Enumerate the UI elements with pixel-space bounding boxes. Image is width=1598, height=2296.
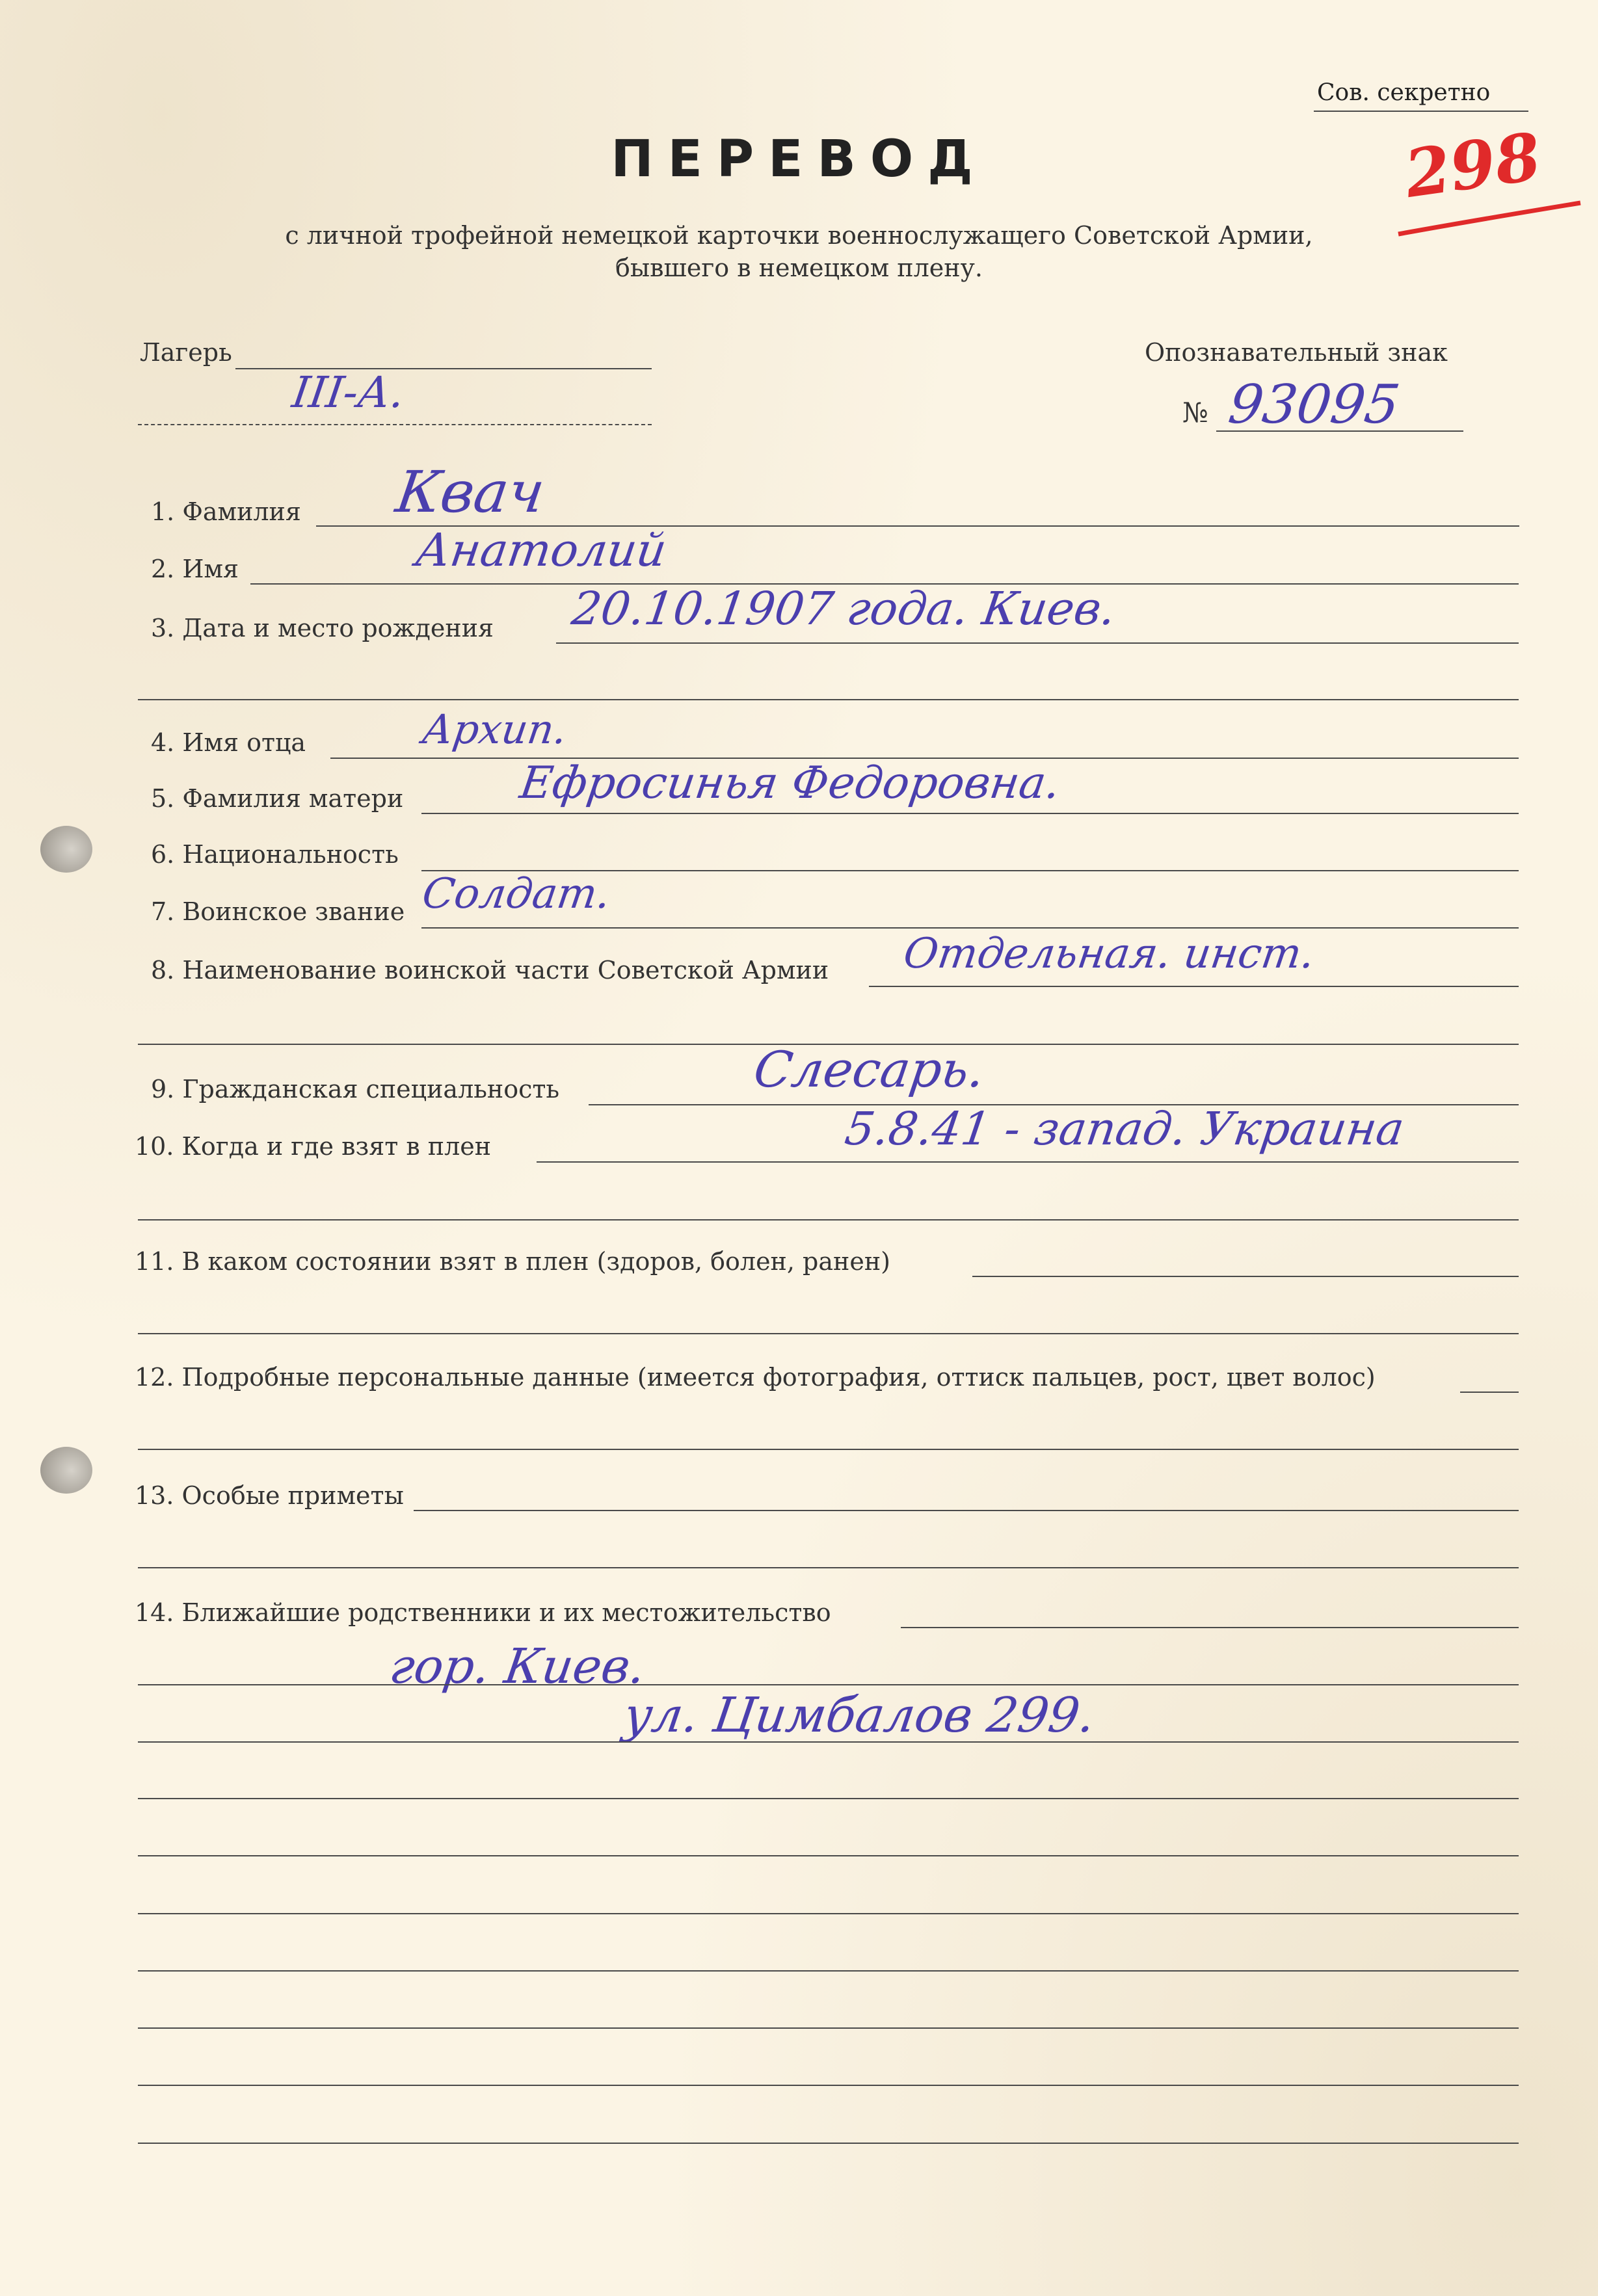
field-label-military-unit: 8. Наименование воинской части Советской Армии bbox=[151, 956, 829, 984]
tag-number-value: 93095 bbox=[1225, 374, 1404, 436]
field-line-rank bbox=[421, 927, 1519, 929]
field-label-captured: 10. Когда и где взят в плен bbox=[135, 1132, 492, 1161]
field-label-special-marks: 13. Особые приметы bbox=[135, 1481, 404, 1510]
field-value-first-name: Анатолий bbox=[412, 523, 670, 577]
camp-value: III-А. bbox=[289, 367, 408, 417]
relatives-rule-5 bbox=[138, 1913, 1519, 1914]
relatives-rule-7 bbox=[138, 2027, 1519, 2029]
field-label-first-name: 2. Имя bbox=[151, 555, 239, 583]
field-value-military-unit: Отдельная. инст. bbox=[900, 930, 1318, 978]
relatives-line-2: ул. Цимбалов 299. bbox=[620, 1687, 1099, 1743]
camp-line-2 bbox=[138, 424, 652, 425]
stamp-number: 298 bbox=[1400, 118, 1545, 213]
field-line-captured bbox=[537, 1161, 1519, 1163]
tag-number-prefix: № bbox=[1182, 397, 1208, 429]
field-line-condition-2 bbox=[138, 1333, 1519, 1334]
field-line-mother-surname bbox=[421, 813, 1519, 814]
field-label-birth: 3. Дата и место рождения bbox=[151, 614, 494, 642]
field-label-relatives: 14. Ближайшие родственники и их местожительство bbox=[135, 1598, 831, 1627]
relatives-rule-9 bbox=[138, 2143, 1519, 2144]
subtitle-line-2: бывшего в немецком плену. bbox=[615, 254, 983, 282]
field-value-civil-profession: Слесарь. bbox=[750, 1040, 989, 1098]
classification-underline bbox=[1314, 111, 1528, 112]
field-label-father-name: 4. Имя отца bbox=[151, 728, 306, 757]
field-label-mother-surname: 5. Фамилия матери bbox=[151, 784, 404, 813]
relatives-rule-6 bbox=[138, 1970, 1519, 1972]
classification-label: Сов. секретно bbox=[1317, 79, 1491, 106]
field-label-surname: 1. Фамилия bbox=[151, 497, 301, 526]
punch-hole-top bbox=[40, 826, 92, 873]
punch-hole-bottom bbox=[40, 1447, 92, 1494]
relatives-rule-1 bbox=[138, 1684, 1519, 1685]
field-line-captured-2 bbox=[138, 1219, 1519, 1221]
field-line-personal-data bbox=[1460, 1392, 1519, 1393]
relatives-rule-8 bbox=[138, 2085, 1519, 2086]
field-label-civil-profession: 9. Гражданская специальность bbox=[151, 1075, 560, 1103]
field-line-military-unit bbox=[869, 986, 1519, 987]
relatives-rule-2 bbox=[138, 1741, 1519, 1743]
field-line-condition bbox=[972, 1276, 1519, 1277]
field-label-condition: 11. В каком состоянии взят в плен (здоров, болен, ранен) bbox=[135, 1247, 890, 1276]
field-line-birth bbox=[556, 642, 1519, 644]
field-label-nationality: 6. Национальность bbox=[151, 840, 399, 869]
field-value-surname: Квач bbox=[392, 458, 549, 525]
field-value-rank: Солдат. bbox=[419, 870, 614, 918]
subtitle-line-1: с личной трофейной немецкой карточки военнослужащего Советской Армии, bbox=[285, 221, 1313, 250]
field-line-personal-data-2 bbox=[138, 1449, 1519, 1450]
field-value-birth: 20.10.1907 года. Киев. bbox=[568, 582, 1119, 635]
field-value-mother-surname: Ефросинья Федоровна. bbox=[516, 758, 1063, 809]
field-line-special-marks-2 bbox=[138, 1567, 1519, 1568]
relatives-rule-4 bbox=[138, 1855, 1519, 1856]
tag-line bbox=[1216, 430, 1463, 432]
field-value-captured: 5.8.41 - запад. Украина bbox=[842, 1102, 1408, 1155]
relatives-rule-3 bbox=[138, 1798, 1519, 1799]
tag-label: Опознавательный знак bbox=[1145, 338, 1448, 367]
field-line-special-marks bbox=[414, 1510, 1519, 1511]
field-line-birth-2 bbox=[138, 699, 1519, 700]
page-title: ПЕРЕВОД bbox=[611, 130, 987, 189]
field-line-relatives bbox=[901, 1627, 1519, 1628]
field-label-personal-data: 12. Подробные персональные данные (имеется фотография, оттиск пальцев, рост, цвет волос) bbox=[135, 1363, 1376, 1392]
camp-label: Лагерь bbox=[140, 338, 232, 367]
field-label-rank: 7. Воинское звание bbox=[151, 897, 405, 926]
field-value-father-name: Архип. bbox=[419, 706, 570, 753]
relatives-line-1: гор. Киев. bbox=[386, 1639, 649, 1695]
